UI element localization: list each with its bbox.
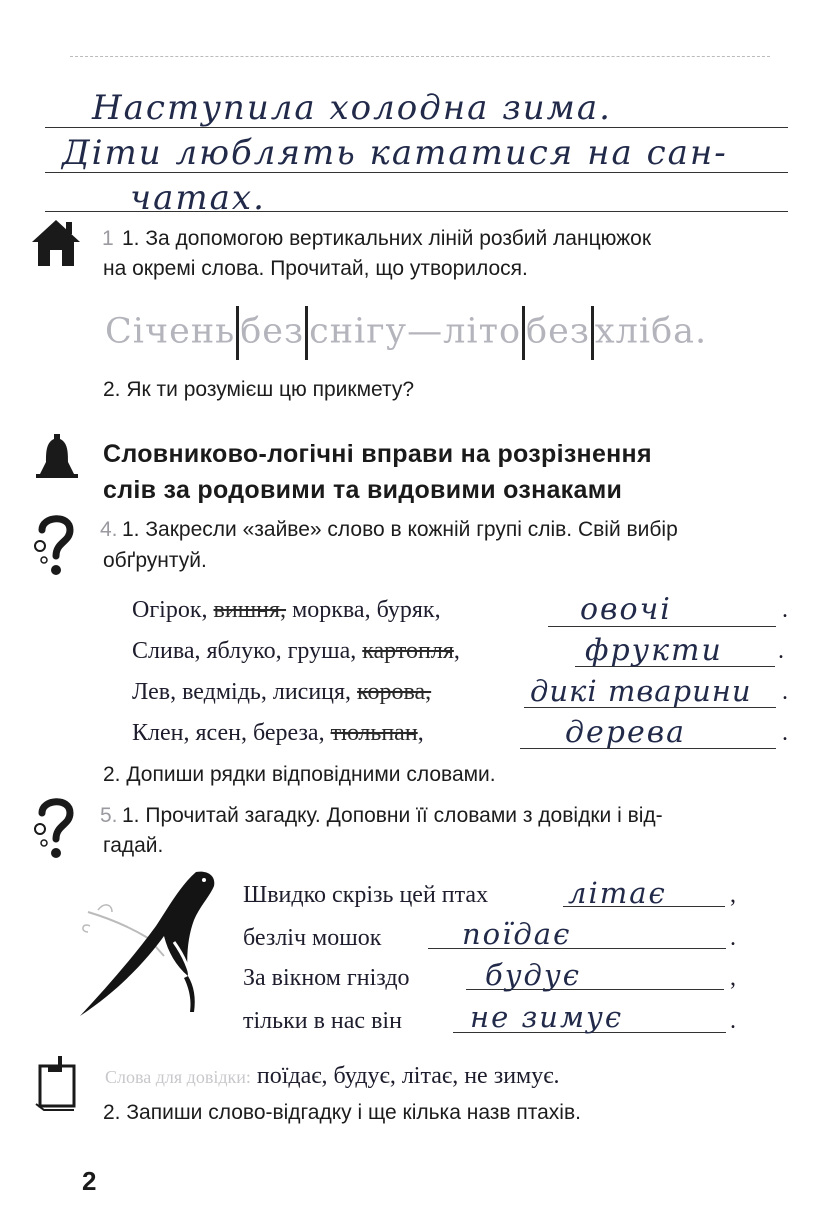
row-end-punct: , (730, 882, 736, 908)
reference-label: Слова для довідки: (105, 1067, 251, 1087)
row-end-punct: . (778, 638, 784, 664)
notepad-icon (34, 1052, 80, 1112)
answer-handwriting: літає (568, 876, 667, 910)
crossed-word: корова, (357, 679, 432, 705)
answer-handwriting: дерева (565, 715, 687, 750)
task-text: 1. Закресли «зайве» слово в кожній групі слів. Свій вибір (122, 518, 678, 541)
crossed-word: тюльпан (330, 720, 418, 746)
reference-words: поїдає, будує, літає, не зимує. (256, 1063, 560, 1089)
top-scan-line (70, 56, 770, 57)
task-question: 2. Допиши рядки відповідними словами. (103, 763, 496, 786)
riddle-line: За вікном гніздо (243, 965, 410, 991)
riddle-line: Швидко скрізь цей птах (243, 882, 489, 908)
row-end-punct: . (730, 1008, 736, 1034)
word-group-row: Лев, ведмідь, лисиця, корова, (132, 679, 432, 705)
handwriting-line-1: Наступила холодна зима. (92, 88, 612, 128)
riddle-line: тільки в нас він (243, 1008, 402, 1034)
task-text: 1. Прочитай загадку. Доповни її словами з довідки і від- (122, 804, 663, 827)
task-text: на окремі слова. Прочитай, що утворилося. (103, 257, 528, 280)
writing-rule-3 (45, 211, 788, 212)
page-number: 2 (82, 1166, 97, 1196)
chain-word: — (407, 311, 444, 352)
chain-word: без (240, 311, 305, 352)
chain-word: Січень (105, 311, 236, 352)
swallow-illustration (68, 866, 228, 1026)
bell-icon (32, 432, 82, 482)
riddle-line: безліч мошок (243, 925, 382, 951)
section-title: слів за родовими та видовими ознаками (103, 476, 623, 504)
chain-word: хліба. (594, 311, 708, 352)
answer-handwriting: овочі (580, 592, 672, 627)
answer-handwriting: фрукти (585, 633, 723, 668)
writing-rule-1 (45, 127, 788, 128)
row-end-punct: . (782, 720, 788, 746)
word-chain (105, 306, 707, 364)
question-icon (30, 795, 80, 861)
task-number: 4. (100, 518, 118, 541)
row-end-punct: . (730, 925, 736, 951)
answer-handwriting: будує (485, 958, 581, 992)
task-question: 2. Запиши слово-відгадку і ще кілька назв птахів. (103, 1101, 581, 1124)
reference-line (105, 1063, 560, 1090)
task-text: обґрунтуй. (103, 549, 207, 572)
task-number: 5. (100, 804, 118, 827)
crossed-word: картопля (362, 638, 454, 664)
answer-handwriting: дикі тварини (530, 674, 752, 708)
word-group-row: Огірок, вишня, морква, буряк, (132, 597, 441, 623)
task-question: 2. Як ти розумієш цю прикмету? (103, 378, 415, 401)
answer-handwriting: поїдає (462, 917, 572, 951)
question-icon (30, 512, 80, 578)
row-end-punct: . (782, 679, 788, 705)
writing-rule-2 (45, 172, 788, 173)
handwriting-line-2: Діти люблять кататися на сан- (62, 133, 728, 173)
chain-word: снігу (309, 311, 408, 352)
handwriting-line-3: чатах. (130, 178, 266, 218)
house-icon (30, 218, 82, 268)
word-group-row: Клен, ясен, береза, тюльпан, (132, 720, 424, 746)
word-group-row: Слива, яблуко, груша, картопля, (132, 638, 460, 664)
task-text: 1. За допомогою вертикальних ліній розбий ланцюжок (122, 227, 652, 250)
row-end-punct: . (782, 597, 788, 623)
chain-word: літо (443, 311, 522, 352)
answer-handwriting: не зимує (470, 1000, 624, 1034)
task-text: гадай. (103, 834, 164, 857)
section-title: Словниково-логічні вправи на розрізнення (103, 440, 652, 468)
task-number: 1 (102, 227, 114, 250)
chain-word: без (526, 311, 590, 352)
crossed-word: вишня, (213, 597, 287, 623)
row-end-punct: , (730, 965, 736, 991)
